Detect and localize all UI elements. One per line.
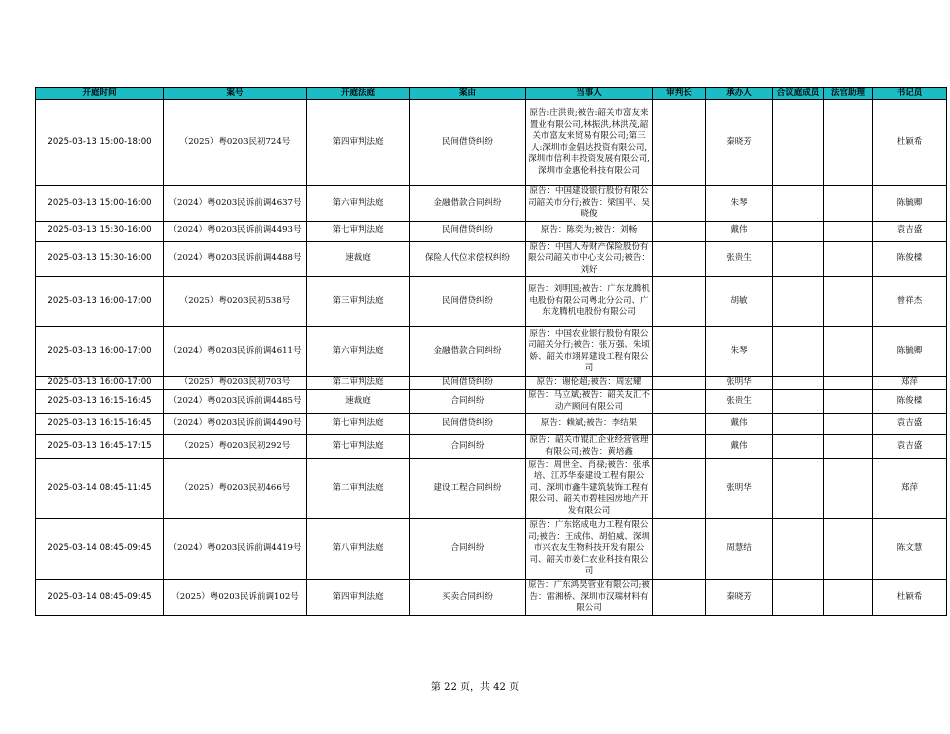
clerk-cell: 陈俊樑 xyxy=(873,241,947,277)
header-cell-judge: 审判长 xyxy=(653,88,706,100)
table-row xyxy=(36,414,947,435)
hearing-time-cell: 2025-03-13 16:15-16:45 xyxy=(36,390,164,414)
table-row xyxy=(36,241,947,277)
judge-assistant-cell xyxy=(824,390,873,414)
judge-assistant-cell xyxy=(824,519,873,580)
case-number-cell: （2024）粤0203民诉前调4493号 xyxy=(164,221,307,241)
table-row xyxy=(36,100,947,186)
case-cause-cell: 民间借贷纠纷 xyxy=(410,414,526,435)
handler-cell: 张明华 xyxy=(706,377,773,390)
hearing-time-cell: 2025-03-13 16:00-17:00 xyxy=(36,327,164,377)
court-room-cell: 速裁庭 xyxy=(307,241,410,277)
case-number-cell: （2025）粤0203民初292号 xyxy=(164,435,307,459)
judge-assistant-cell xyxy=(824,414,873,435)
judge-assistant-cell xyxy=(824,377,873,390)
case-number-cell: （2025）粤0203民初724号 xyxy=(164,100,307,186)
parties-cell: 原告：中国人寿财产保险股份有限公司韶关市中心支公司;被告：刘好 xyxy=(526,241,653,277)
header-cell-assistant: 法官助理 xyxy=(824,88,873,100)
handler-cell: 胡敏 xyxy=(706,277,773,327)
court-room-cell: 速裁庭 xyxy=(307,390,410,414)
case-number-cell: （2024）粤0203民诉前调4419号 xyxy=(164,519,307,580)
panel-members-cell xyxy=(773,241,824,277)
hearing-time-cell: 2025-03-14 08:45-11:45 xyxy=(36,459,164,519)
case-cause-cell: 合同纠纷 xyxy=(410,519,526,580)
chief-judge-cell xyxy=(653,435,706,459)
chief-judge-cell xyxy=(653,377,706,390)
clerk-cell: 郑萍 xyxy=(873,377,947,390)
chief-judge-cell xyxy=(653,459,706,519)
case-number-cell: （2025）粤0203民初466号 xyxy=(164,459,307,519)
table-row xyxy=(36,377,947,390)
case-number-cell: （2025）粤0203民初538号 xyxy=(164,277,307,327)
header-cell-court: 开庭法庭 xyxy=(307,88,410,100)
clerk-cell: 袁吉盛 xyxy=(873,221,947,241)
chief-judge-cell xyxy=(653,390,706,414)
chief-judge-cell xyxy=(653,277,706,327)
table-row xyxy=(36,221,947,241)
clerk-cell: 郑萍 xyxy=(873,459,947,519)
parties-cell: 原告：陈奕为;被告：刘畅 xyxy=(526,221,653,241)
header-cell-panel: 合议庭成员 xyxy=(773,88,824,100)
table-row xyxy=(36,519,947,580)
hearing-time-cell: 2025-03-13 16:45-17:15 xyxy=(36,435,164,459)
case-number-cell: （2024）粤0203民诉前调4611号 xyxy=(164,327,307,377)
judge-assistant-cell xyxy=(824,100,873,186)
parties-cell: 原告：赖斌;被告：李结果 xyxy=(526,414,653,435)
panel-members-cell xyxy=(773,377,824,390)
case-cause-cell: 民间借贷纠纷 xyxy=(410,221,526,241)
chief-judge-cell xyxy=(653,414,706,435)
parties-cell: 原告：广东鸿昊管业有限公司;被告：雷湘桥、深圳市汉瑞材料有限公司 xyxy=(526,580,653,616)
case-number-cell: （2025）粤0203民初703号 xyxy=(164,377,307,390)
parties-cell: 原告:庄洪贵;被告:韶关市富友来置业有限公司,林振洪,林洪茂,韶关市富友来贸易有限公司;第三人:深圳市金倡达投资有限公司,深圳市信利丰投资发展有限公司,深圳市金惠伦科技有限公司 xyxy=(526,100,653,186)
judge-assistant-cell xyxy=(824,277,873,327)
clerk-cell: 袁吉盛 xyxy=(873,414,947,435)
chief-judge-cell xyxy=(653,519,706,580)
header-cell-cause: 案由 xyxy=(410,88,526,100)
court-room-cell: 第六审判法庭 xyxy=(307,327,410,377)
table-row xyxy=(36,327,947,377)
parties-cell: 原告：刘明国;被告：广东龙腾机电股份有限公司粤北分公司、广东龙腾机电股份有限公司 xyxy=(526,277,653,327)
case-number-cell: （2025）粤0203民诉前调102号 xyxy=(164,580,307,616)
panel-members-cell xyxy=(773,186,824,222)
panel-members-cell xyxy=(773,277,824,327)
judge-assistant-cell xyxy=(824,580,873,616)
handler-cell: 戴伟 xyxy=(706,221,773,241)
hearing-time-cell: 2025-03-14 08:45-09:45 xyxy=(36,580,164,616)
case-cause-cell: 买卖合同纠纷 xyxy=(410,580,526,616)
table-row xyxy=(36,459,947,519)
case-cause-cell: 建设工程合同纠纷 xyxy=(410,459,526,519)
case-cause-cell: 金融借款合同纠纷 xyxy=(410,186,526,222)
chief-judge-cell xyxy=(653,221,706,241)
chief-judge-cell xyxy=(653,100,706,186)
clerk-cell: 曾祥杰 xyxy=(873,277,947,327)
header-cell-clerk: 书记员 xyxy=(873,88,947,100)
table-row xyxy=(36,435,947,459)
clerk-cell: 陈毓卿 xyxy=(873,327,947,377)
case-number-cell: （2024）粤0203民诉前调4488号 xyxy=(164,241,307,277)
judge-assistant-cell xyxy=(824,221,873,241)
header-cell-parties: 当事人 xyxy=(526,88,653,100)
court-room-cell: 第八审判法庭 xyxy=(307,519,410,580)
handler-cell: 张贵生 xyxy=(706,390,773,414)
panel-members-cell xyxy=(773,100,824,186)
court-room-cell: 第四审判法庭 xyxy=(307,580,410,616)
judge-assistant-cell xyxy=(824,241,873,277)
panel-members-cell xyxy=(773,221,824,241)
court-room-cell: 第二审判法庭 xyxy=(307,459,410,519)
clerk-cell: 陈文慧 xyxy=(873,519,947,580)
court-room-cell: 第三审判法庭 xyxy=(307,277,410,327)
court-room-cell: 第四审判法庭 xyxy=(307,100,410,186)
case-number-cell: （2024）粤0203民诉前调4490号 xyxy=(164,414,307,435)
case-cause-cell: 民间借贷纠纷 xyxy=(410,100,526,186)
panel-members-cell xyxy=(773,435,824,459)
clerk-cell: 陈俊樑 xyxy=(873,390,947,414)
case-cause-cell: 民间借贷纠纷 xyxy=(410,377,526,390)
case-cause-cell: 保险人代位求偿权纠纷 xyxy=(410,241,526,277)
handler-cell: 秦晓芳 xyxy=(706,100,773,186)
header-cell-case-no: 案号 xyxy=(164,88,307,100)
hearing-time-cell: 2025-03-13 16:00-17:00 xyxy=(36,377,164,390)
hearing-time-cell: 2025-03-13 16:15-16:45 xyxy=(36,414,164,435)
handler-cell: 周慧结 xyxy=(706,519,773,580)
hearing-time-cell: 2025-03-13 15:00-16:00 xyxy=(36,186,164,222)
case-cause-cell: 合同纠纷 xyxy=(410,435,526,459)
chief-judge-cell xyxy=(653,241,706,277)
table-row xyxy=(36,390,947,414)
panel-members-cell xyxy=(773,390,824,414)
handler-cell: 张贵生 xyxy=(706,241,773,277)
parties-cell: 原告：广东铭成电力工程有限公司;被告：王成伟、胡伯威、深圳市兴农友生物科技开发有限公司、韶关市姜仁农业科技有限公司 xyxy=(526,519,653,580)
chief-judge-cell xyxy=(653,327,706,377)
panel-members-cell xyxy=(773,327,824,377)
hearing-time-cell: 2025-03-13 15:00-18:00 xyxy=(36,100,164,186)
table-row xyxy=(36,277,947,327)
handler-cell: 戴伟 xyxy=(706,414,773,435)
parties-cell: 原告：中国农业银行股份有限公司韶关分行;被告：张万强、朱顷娇、韶关市翊昇建设工程有限公司 xyxy=(526,327,653,377)
panel-members-cell xyxy=(773,414,824,435)
parties-cell: 原告：马立斌;被告：韶关友汇不动产顾问有限公司 xyxy=(526,390,653,414)
clerk-cell: 陈毓卿 xyxy=(873,186,947,222)
parties-cell: 原告：韶关市锟汇企业经营管理有限公司;被告：黄培鑫 xyxy=(526,435,653,459)
case-cause-cell: 民间借贷纠纷 xyxy=(410,277,526,327)
clerk-cell: 杜颖希 xyxy=(873,580,947,616)
chief-judge-cell xyxy=(653,580,706,616)
page-footer: 第 22 页，共 42 页 xyxy=(430,682,520,693)
judge-assistant-cell xyxy=(824,435,873,459)
case-cause-cell: 金融借款合同纠纷 xyxy=(410,327,526,377)
parties-cell: 原告：周世全、肖禄;被告：张承培、江苏华泰建设工程有限公司、深圳市鑫牛建筑装饰工程有限公司、韶关市碧桂园房地产开发有限公司 xyxy=(526,459,653,519)
panel-members-cell xyxy=(773,580,824,616)
header-cell-handler: 承办人 xyxy=(706,88,773,100)
handler-cell: 戴伟 xyxy=(706,435,773,459)
case-cause-cell: 合同纠纷 xyxy=(410,390,526,414)
panel-members-cell xyxy=(773,519,824,580)
court-room-cell: 第七审判法庭 xyxy=(307,221,410,241)
case-number-cell: （2024）粤0203民诉前调4637号 xyxy=(164,186,307,222)
case-number-cell: （2024）粤0203民诉前调4485号 xyxy=(164,390,307,414)
parties-cell: 原告：中国建设银行股份有限公司韶关市分行;被告：梁国平、吴晓俊 xyxy=(526,186,653,222)
handler-cell: 朱琴 xyxy=(706,186,773,222)
judge-assistant-cell xyxy=(824,459,873,519)
hearing-time-cell: 2025-03-13 15:30-16:00 xyxy=(36,241,164,277)
court-room-cell: 第七审判法庭 xyxy=(307,414,410,435)
clerk-cell: 袁吉盛 xyxy=(873,435,947,459)
handler-cell: 秦晓芳 xyxy=(706,580,773,616)
court-room-cell: 第六审判法庭 xyxy=(307,186,410,222)
hearing-schedule-table xyxy=(35,87,947,616)
hearing-time-cell: 2025-03-14 08:45-09:45 xyxy=(36,519,164,580)
hearing-time-cell: 2025-03-13 15:30-16:00 xyxy=(36,221,164,241)
court-room-cell: 第七审判法庭 xyxy=(307,435,410,459)
handler-cell: 朱琴 xyxy=(706,327,773,377)
parties-cell: 原告：谢伦超;被告：周宏耀 xyxy=(526,377,653,390)
panel-members-cell xyxy=(773,459,824,519)
court-room-cell: 第二审判法庭 xyxy=(307,377,410,390)
clerk-cell: 杜颖希 xyxy=(873,100,947,186)
header-cell-time: 开庭时间 xyxy=(36,88,164,100)
hearing-time-cell: 2025-03-13 16:00-17:00 xyxy=(36,277,164,327)
handler-cell: 张明华 xyxy=(706,459,773,519)
table-row xyxy=(36,186,947,222)
table-row xyxy=(36,580,947,616)
header-row xyxy=(36,88,947,100)
judge-assistant-cell xyxy=(824,327,873,377)
chief-judge-cell xyxy=(653,186,706,222)
judge-assistant-cell xyxy=(824,186,873,222)
